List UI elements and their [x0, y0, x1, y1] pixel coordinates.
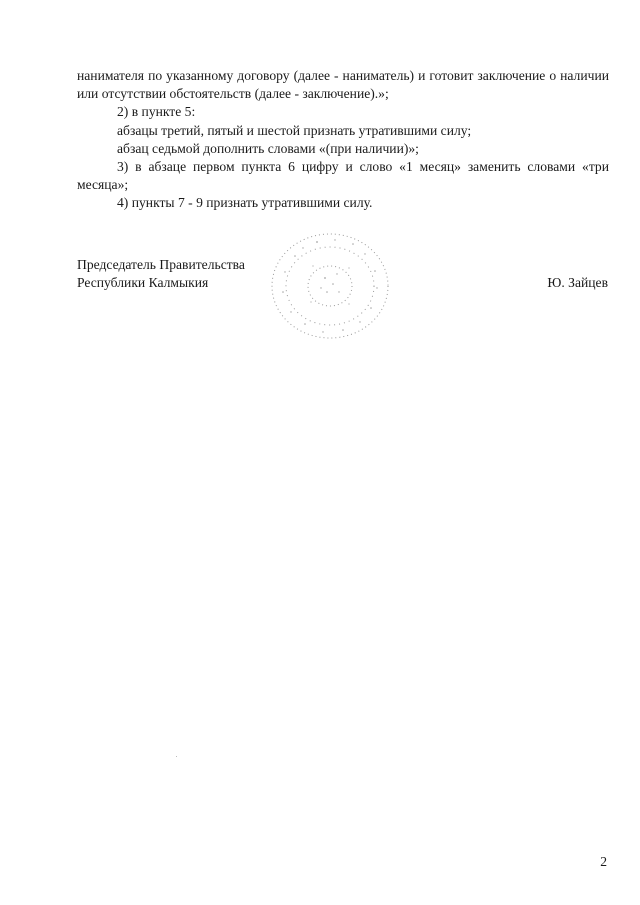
- signatory-title: [77, 256, 245, 292]
- page-number: 2: [600, 854, 607, 869]
- item-3: 3) в абзаце первом пункта 6 цифру и слово «1 месяц» заменить словами «три месяца»;: [77, 159, 609, 193]
- paragraph-continued: нанимателя по указанному договору (далее - наниматель) и готовит заключение о наличии или отсутствии обстоятельств (далее - заключение).»;: [77, 68, 609, 102]
- seal-stamp-icon: [265, 226, 395, 344]
- scan-speck: [176, 756, 177, 757]
- signatory-name: Ю. Зайцев: [547, 275, 608, 290]
- item-2-subparagraph-a: абзацы третий, пятый и шестой признать утратившими силу;: [117, 122, 472, 138]
- signatory-title-line-2: Республики Калмыкия: [77, 275, 209, 291]
- item-2: 2) в пункте 5:: [117, 104, 196, 120]
- signatory-title-line-1: Председатель Правительства: [77, 257, 245, 272]
- item-2-subparagraph-b: абзац седьмой дополнить словами «(при наличии)»;: [117, 140, 419, 156]
- document-body: [77, 67, 609, 213]
- item-4: 4) пункты 7 - 9 признать утратившими силу.: [117, 195, 373, 211]
